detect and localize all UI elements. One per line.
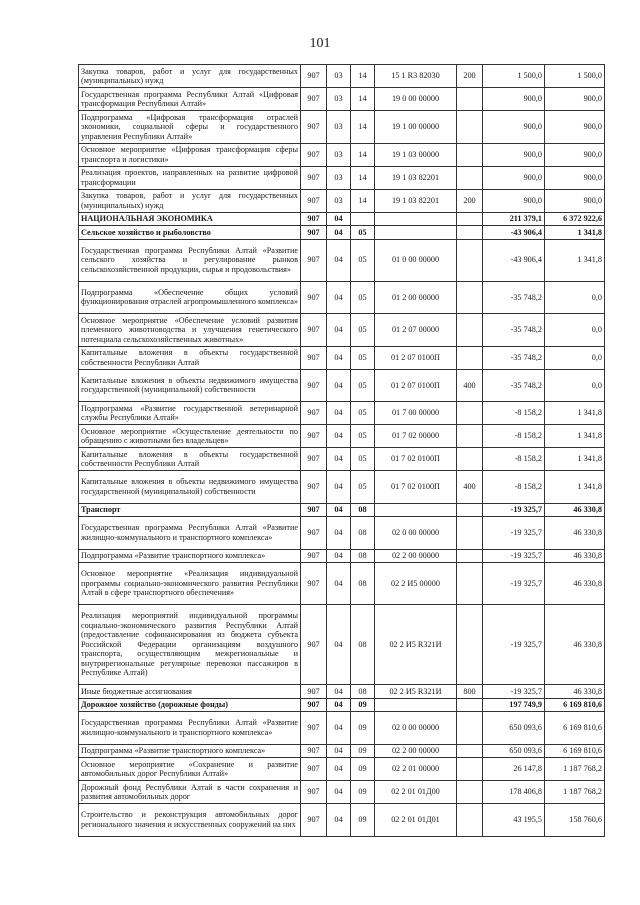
cell-name: Государственная программа Республики Алтай «Развитие жилищно-коммунального и транспортного комплекса» — [79, 517, 301, 550]
cell-grbs-code: 907 — [301, 698, 327, 712]
cell-amount-first: 1 500,0 — [483, 65, 545, 88]
cell-name: Реализация проектов, направленных на развитие цифровой трансформации — [79, 166, 301, 189]
cell-amount-first: 900,0 — [483, 166, 545, 189]
page-number: 101 — [309, 36, 331, 51]
cell-amount-first: -19 325,7 — [483, 685, 545, 699]
table-body — [79, 65, 605, 837]
table-row — [79, 212, 605, 226]
table-row — [79, 111, 605, 144]
cell-expense-type-code — [457, 425, 483, 448]
table-row — [79, 685, 605, 699]
cell-target-article-code: 01 0 00 00000 — [375, 239, 457, 281]
cell-section-code: 04 — [327, 712, 351, 745]
cell-name: Основное мероприятие «Реализация индивидуальной программы социально-экономического развития Республики Алтай в сфере транспортного обеспечения» — [79, 563, 301, 605]
cell-expense-type-code: 200 — [457, 189, 483, 212]
cell-target-article-code — [375, 226, 457, 240]
cell-amount-second: 1 341,8 — [545, 226, 605, 240]
cell-section-code: 03 — [327, 143, 351, 166]
cell-amount-second: 46 330,8 — [545, 549, 605, 563]
cell-section-code: 04 — [327, 804, 351, 837]
cell-grbs-code: 907 — [301, 685, 327, 699]
cell-amount-first: -8 158,2 — [483, 448, 545, 471]
cell-subsection-code: 05 — [351, 239, 375, 281]
cell-expense-type-code — [457, 239, 483, 281]
cell-expense-type-code: 400 — [457, 369, 483, 402]
cell-name: Транспорт — [79, 503, 301, 517]
cell-amount-second: 1 187 768,2 — [545, 781, 605, 804]
cell-grbs-code: 907 — [301, 744, 327, 758]
cell-amount-second: 0,0 — [545, 281, 605, 314]
cell-section-code: 03 — [327, 111, 351, 144]
cell-section-code: 04 — [327, 549, 351, 563]
cell-amount-second: 46 330,8 — [545, 503, 605, 517]
cell-subsection-code: 08 — [351, 549, 375, 563]
cell-name: Строительство и реконструкция автомобильных дорог регионального значения и искусственных сооружений на них — [79, 804, 301, 837]
cell-target-article-code: 01 7 02 00000 — [375, 425, 457, 448]
cell-section-code: 04 — [327, 563, 351, 605]
cell-target-article-code: 02 2 01 01Д00 — [375, 781, 457, 804]
cell-amount-first: 900,0 — [483, 111, 545, 144]
cell-subsection-code: 08 — [351, 517, 375, 550]
cell-amount-second: 1 187 768,2 — [545, 758, 605, 781]
cell-subsection-code: 05 — [351, 314, 375, 347]
cell-grbs-code: 907 — [301, 503, 327, 517]
cell-section-code: 04 — [327, 698, 351, 712]
cell-grbs-code: 907 — [301, 314, 327, 347]
table-row — [79, 503, 605, 517]
cell-subsection-code — [351, 212, 375, 226]
table-row — [79, 346, 605, 369]
cell-amount-first: -35 748,2 — [483, 346, 545, 369]
cell-section-code: 04 — [327, 448, 351, 471]
cell-section-code: 04 — [327, 281, 351, 314]
table-row — [79, 281, 605, 314]
cell-subsection-code: 09 — [351, 758, 375, 781]
cell-target-article-code: 19 1 03 82201 — [375, 166, 457, 189]
table-row — [79, 369, 605, 402]
budget-allocation-table — [78, 64, 605, 837]
cell-section-code: 03 — [327, 65, 351, 88]
cell-target-article-code: 02 2 01 01Д01 — [375, 804, 457, 837]
cell-expense-type-code: 800 — [457, 685, 483, 699]
cell-expense-type-code — [457, 781, 483, 804]
table-row — [79, 712, 605, 745]
cell-name: Подпрограмма «Цифровая трансформация отраслей экономики, социальной сферы и государственного управления Республики Алтай» — [79, 111, 301, 144]
cell-amount-second: 46 330,8 — [545, 685, 605, 699]
cell-amount-first: -19 325,7 — [483, 503, 545, 517]
cell-section-code: 04 — [327, 425, 351, 448]
cell-subsection-code: 05 — [351, 346, 375, 369]
cell-grbs-code: 907 — [301, 425, 327, 448]
cell-expense-type-code — [457, 744, 483, 758]
cell-name: Подпрограмма «Развитие государственной ветеринарной службы Республики Алтай» — [79, 402, 301, 425]
cell-target-article-code: 19 0 00 00000 — [375, 88, 457, 111]
cell-expense-type-code — [457, 314, 483, 347]
cell-amount-first: -19 325,7 — [483, 563, 545, 605]
cell-expense-type-code — [457, 517, 483, 550]
cell-name: Закупка товаров, работ и услуг для государственных (муниципальных) нужд — [79, 65, 301, 88]
cell-amount-first: 178 406,8 — [483, 781, 545, 804]
cell-name: Основное мероприятие «Сохранение и развитие автомобильных дорог Республики Алтай» — [79, 758, 301, 781]
cell-amount-second: 1 341,8 — [545, 239, 605, 281]
cell-target-article-code: 02 2 01 00000 — [375, 758, 457, 781]
cell-name: Иные бюджетные ассигнования — [79, 685, 301, 699]
cell-target-article-code: 19 1 03 00000 — [375, 143, 457, 166]
cell-target-article-code: 01 2 07 00000 — [375, 314, 457, 347]
table-row — [79, 88, 605, 111]
cell-amount-second: 0,0 — [545, 346, 605, 369]
cell-amount-second: 900,0 — [545, 143, 605, 166]
table-row — [79, 698, 605, 712]
cell-name: Основное мероприятие «Обеспечение условий развития племенного животноводства и улучшения генетического потенциала сельскохозяйственных животных» — [79, 314, 301, 347]
cell-name: Дорожный фонд Республики Алтай в части сохранения и развития автомобильных дорог — [79, 781, 301, 804]
cell-grbs-code: 907 — [301, 563, 327, 605]
cell-section-code: 04 — [327, 503, 351, 517]
cell-target-article-code: 01 7 02 0100П — [375, 448, 457, 471]
cell-grbs-code: 907 — [301, 517, 327, 550]
cell-name: Подпрограмма «Развитие транспортного комплекса» — [79, 744, 301, 758]
cell-grbs-code: 907 — [301, 781, 327, 804]
cell-expense-type-code — [457, 226, 483, 240]
cell-name: Подпрограмма «Обеспечение общих условий функционирования отраслей агропромышленного комплекса» — [79, 281, 301, 314]
cell-subsection-code: 14 — [351, 189, 375, 212]
cell-subsection-code: 09 — [351, 781, 375, 804]
cell-grbs-code: 907 — [301, 65, 327, 88]
cell-amount-first: 43 195,5 — [483, 804, 545, 837]
cell-name: Дорожное хозяйство (дорожные фонды) — [79, 698, 301, 712]
table-row — [79, 605, 605, 685]
cell-target-article-code: 02 2 И5 R321И — [375, 685, 457, 699]
table-row — [79, 448, 605, 471]
cell-grbs-code: 907 — [301, 281, 327, 314]
cell-section-code: 04 — [327, 605, 351, 685]
cell-target-article-code: 01 2 07 0100П — [375, 369, 457, 402]
cell-subsection-code: 08 — [351, 685, 375, 699]
cell-grbs-code: 907 — [301, 189, 327, 212]
cell-target-article-code — [375, 503, 457, 517]
cell-target-article-code: 15 1 R3 82030 — [375, 65, 457, 88]
cell-grbs-code: 907 — [301, 166, 327, 189]
cell-grbs-code: 907 — [301, 239, 327, 281]
cell-subsection-code: 08 — [351, 563, 375, 605]
cell-section-code: 04 — [327, 402, 351, 425]
cell-amount-second: 6 169 810,6 — [545, 712, 605, 745]
table-row — [79, 517, 605, 550]
cell-section-code: 04 — [327, 685, 351, 699]
cell-grbs-code: 907 — [301, 471, 327, 504]
cell-name: Капитальные вложения в объекты недвижимого имущества государственной (муниципальной) собственности — [79, 369, 301, 402]
cell-amount-second: 46 330,8 — [545, 605, 605, 685]
cell-subsection-code: 05 — [351, 471, 375, 504]
cell-target-article-code: 01 7 02 0100П — [375, 471, 457, 504]
cell-subsection-code: 09 — [351, 804, 375, 837]
cell-expense-type-code — [457, 549, 483, 563]
cell-amount-first: -35 748,2 — [483, 281, 545, 314]
table-row — [79, 758, 605, 781]
cell-amount-first: 900,0 — [483, 143, 545, 166]
cell-subsection-code: 14 — [351, 88, 375, 111]
cell-amount-first: 211 379,1 — [483, 212, 545, 226]
cell-target-article-code: 19 1 00 00000 — [375, 111, 457, 144]
cell-section-code: 04 — [327, 471, 351, 504]
cell-expense-type-code — [457, 166, 483, 189]
cell-section-code: 03 — [327, 189, 351, 212]
cell-subsection-code: 05 — [351, 448, 375, 471]
cell-subsection-code: 14 — [351, 143, 375, 166]
cell-amount-second: 900,0 — [545, 189, 605, 212]
cell-name: Государственная программа Республики Алтай «Развитие сельского хозяйства и регулирование рынков сельскохозяйственной продукции, сырья и продовольствия» — [79, 239, 301, 281]
cell-subsection-code: 14 — [351, 65, 375, 88]
cell-amount-second: 1 500,0 — [545, 65, 605, 88]
cell-grbs-code: 907 — [301, 402, 327, 425]
cell-section-code: 04 — [327, 517, 351, 550]
table-row — [79, 425, 605, 448]
cell-target-article-code — [375, 698, 457, 712]
cell-subsection-code: 09 — [351, 712, 375, 745]
cell-amount-first: 650 093,6 — [483, 744, 545, 758]
table-row — [79, 781, 605, 804]
cell-subsection-code: 08 — [351, 503, 375, 517]
cell-subsection-code: 05 — [351, 402, 375, 425]
cell-subsection-code: 05 — [351, 425, 375, 448]
cell-section-code: 04 — [327, 346, 351, 369]
cell-expense-type-code — [457, 111, 483, 144]
cell-amount-second: 900,0 — [545, 166, 605, 189]
cell-expense-type-code — [457, 402, 483, 425]
cell-grbs-code: 907 — [301, 369, 327, 402]
cell-name: Подпрограмма «Развитие транспортного комплекса» — [79, 549, 301, 563]
cell-expense-type-code — [457, 712, 483, 745]
cell-target-article-code: 01 2 00 00000 — [375, 281, 457, 314]
cell-grbs-code: 907 — [301, 111, 327, 144]
cell-expense-type-code — [457, 605, 483, 685]
table-row — [79, 402, 605, 425]
cell-section-code: 03 — [327, 88, 351, 111]
cell-grbs-code: 907 — [301, 712, 327, 745]
cell-grbs-code: 907 — [301, 88, 327, 111]
cell-target-article-code: 02 0 00 00000 — [375, 517, 457, 550]
cell-name: Основное мероприятие «Цифровая трансформация сферы транспорта и логистики» — [79, 143, 301, 166]
table-row — [79, 549, 605, 563]
cell-name: Капитальные вложения в объекты государственной собственности Республики Алтай — [79, 346, 301, 369]
cell-amount-first: -19 325,7 — [483, 549, 545, 563]
cell-amount-first: -8 158,2 — [483, 402, 545, 425]
cell-target-article-code: 02 2 00 00000 — [375, 549, 457, 563]
cell-section-code: 04 — [327, 212, 351, 226]
cell-name: Капитальные вложения в объекты недвижимого имущества государственной (муниципальной) собственности — [79, 471, 301, 504]
cell-amount-first: 197 749,9 — [483, 698, 545, 712]
cell-target-article-code: 01 7 00 00000 — [375, 402, 457, 425]
cell-amount-second: 900,0 — [545, 88, 605, 111]
cell-name: НАЦИОНАЛЬНАЯ ЭКОНОМИКА — [79, 212, 301, 226]
cell-name: Государственная программа Республики Алтай «Цифровая трансформация Республики Алтай» — [79, 88, 301, 111]
cell-amount-first: -35 748,2 — [483, 314, 545, 347]
cell-amount-first: 26 147,8 — [483, 758, 545, 781]
table-row — [79, 166, 605, 189]
cell-subsection-code: 09 — [351, 698, 375, 712]
cell-subsection-code: 05 — [351, 226, 375, 240]
cell-amount-first: -19 325,7 — [483, 605, 545, 685]
cell-expense-type-code — [457, 448, 483, 471]
cell-name: Закупка товаров, работ и услуг для государственных (муниципальных) нужд — [79, 189, 301, 212]
cell-expense-type-code — [457, 698, 483, 712]
cell-amount-second: 6 169 810,6 — [545, 744, 605, 758]
table-row — [79, 471, 605, 504]
cell-subsection-code: 05 — [351, 369, 375, 402]
cell-amount-second: 0,0 — [545, 314, 605, 347]
cell-target-article-code: 19 1 03 82201 — [375, 189, 457, 212]
cell-section-code: 04 — [327, 744, 351, 758]
cell-grbs-code: 907 — [301, 605, 327, 685]
cell-target-article-code: 02 0 00 00000 — [375, 712, 457, 745]
cell-name: Государственная программа Республики Алтай «Развитие жилищно-коммунального и транспортного комплекса» — [79, 712, 301, 745]
cell-amount-second: 0,0 — [545, 369, 605, 402]
table-row — [79, 563, 605, 605]
cell-expense-type-code — [457, 143, 483, 166]
cell-amount-first: 650 093,6 — [483, 712, 545, 745]
cell-amount-first: -35 748,2 — [483, 369, 545, 402]
cell-expense-type-code: 200 — [457, 65, 483, 88]
cell-target-article-code: 02 2 00 00000 — [375, 744, 457, 758]
table-row — [79, 744, 605, 758]
cell-amount-second: 6 372 922,6 — [545, 212, 605, 226]
cell-amount-second: 1 341,8 — [545, 448, 605, 471]
cell-amount-second: 1 341,8 — [545, 471, 605, 504]
cell-section-code: 04 — [327, 369, 351, 402]
cell-amount-second: 1 341,8 — [545, 402, 605, 425]
cell-amount-second: 1 341,8 — [545, 425, 605, 448]
cell-amount-second: 46 330,8 — [545, 563, 605, 605]
cell-target-article-code: 02 2 И5 R321И — [375, 605, 457, 685]
cell-amount-first: 900,0 — [483, 189, 545, 212]
cell-section-code: 03 — [327, 166, 351, 189]
cell-amount-first: 900,0 — [483, 88, 545, 111]
cell-name: Капитальные вложения в объекты государственной собственности Республики Алтай — [79, 448, 301, 471]
cell-target-article-code: 01 2 07 0100П — [375, 346, 457, 369]
cell-subsection-code: 09 — [351, 744, 375, 758]
cell-amount-second: 46 330,8 — [545, 517, 605, 550]
cell-grbs-code: 907 — [301, 549, 327, 563]
cell-subsection-code: 08 — [351, 605, 375, 685]
cell-subsection-code: 14 — [351, 111, 375, 144]
cell-expense-type-code — [457, 88, 483, 111]
cell-grbs-code: 907 — [301, 758, 327, 781]
cell-amount-second: 900,0 — [545, 111, 605, 144]
cell-grbs-code: 907 — [301, 346, 327, 369]
cell-section-code: 04 — [327, 758, 351, 781]
cell-amount-first: -8 158,2 — [483, 425, 545, 448]
cell-grbs-code: 907 — [301, 143, 327, 166]
cell-grbs-code: 907 — [301, 804, 327, 837]
cell-amount-first: -43 906,4 — [483, 226, 545, 240]
table-row — [79, 314, 605, 347]
cell-subsection-code: 05 — [351, 281, 375, 314]
cell-amount-first: -8 158,2 — [483, 471, 545, 504]
cell-expense-type-code — [457, 758, 483, 781]
cell-amount-second: 6 169 810,6 — [545, 698, 605, 712]
cell-grbs-code: 907 — [301, 448, 327, 471]
table-row — [79, 143, 605, 166]
cell-section-code: 04 — [327, 781, 351, 804]
table-row — [79, 804, 605, 837]
cell-expense-type-code: 400 — [457, 471, 483, 504]
cell-section-code: 04 — [327, 314, 351, 347]
cell-target-article-code — [375, 212, 457, 226]
cell-name: Сельское хозяйство и рыболовство — [79, 226, 301, 240]
cell-name: Реализация мероприятий индивидуальной программы социально-экономического развития Республики Алтай (предоставление софинансирования из бюджета субъекта Российской Федерации организациям воздушного транспорта, осуществляющим межрегиональные и внутрирегиональные регулярные перевозки пассажиров в Республике Алтай) — [79, 605, 301, 685]
cell-expense-type-code — [457, 281, 483, 314]
cell-amount-first: -43 906,4 — [483, 239, 545, 281]
table-row — [79, 65, 605, 88]
table-row — [79, 189, 605, 212]
cell-grbs-code: 907 — [301, 226, 327, 240]
table-row — [79, 239, 605, 281]
cell-amount-second: 158 760,6 — [545, 804, 605, 837]
cell-section-code: 04 — [327, 239, 351, 281]
cell-target-article-code: 02 2 И5 00000 — [375, 563, 457, 605]
cell-amount-first: -19 325,7 — [483, 517, 545, 550]
cell-name: Основное мероприятие «Осуществление деятельности по обращению с животными без владельцев» — [79, 425, 301, 448]
table-row — [79, 226, 605, 240]
cell-subsection-code: 14 — [351, 166, 375, 189]
cell-expense-type-code — [457, 503, 483, 517]
cell-expense-type-code — [457, 804, 483, 837]
cell-expense-type-code — [457, 212, 483, 226]
cell-section-code: 04 — [327, 226, 351, 240]
cell-expense-type-code — [457, 346, 483, 369]
cell-grbs-code: 907 — [301, 212, 327, 226]
cell-expense-type-code — [457, 563, 483, 605]
